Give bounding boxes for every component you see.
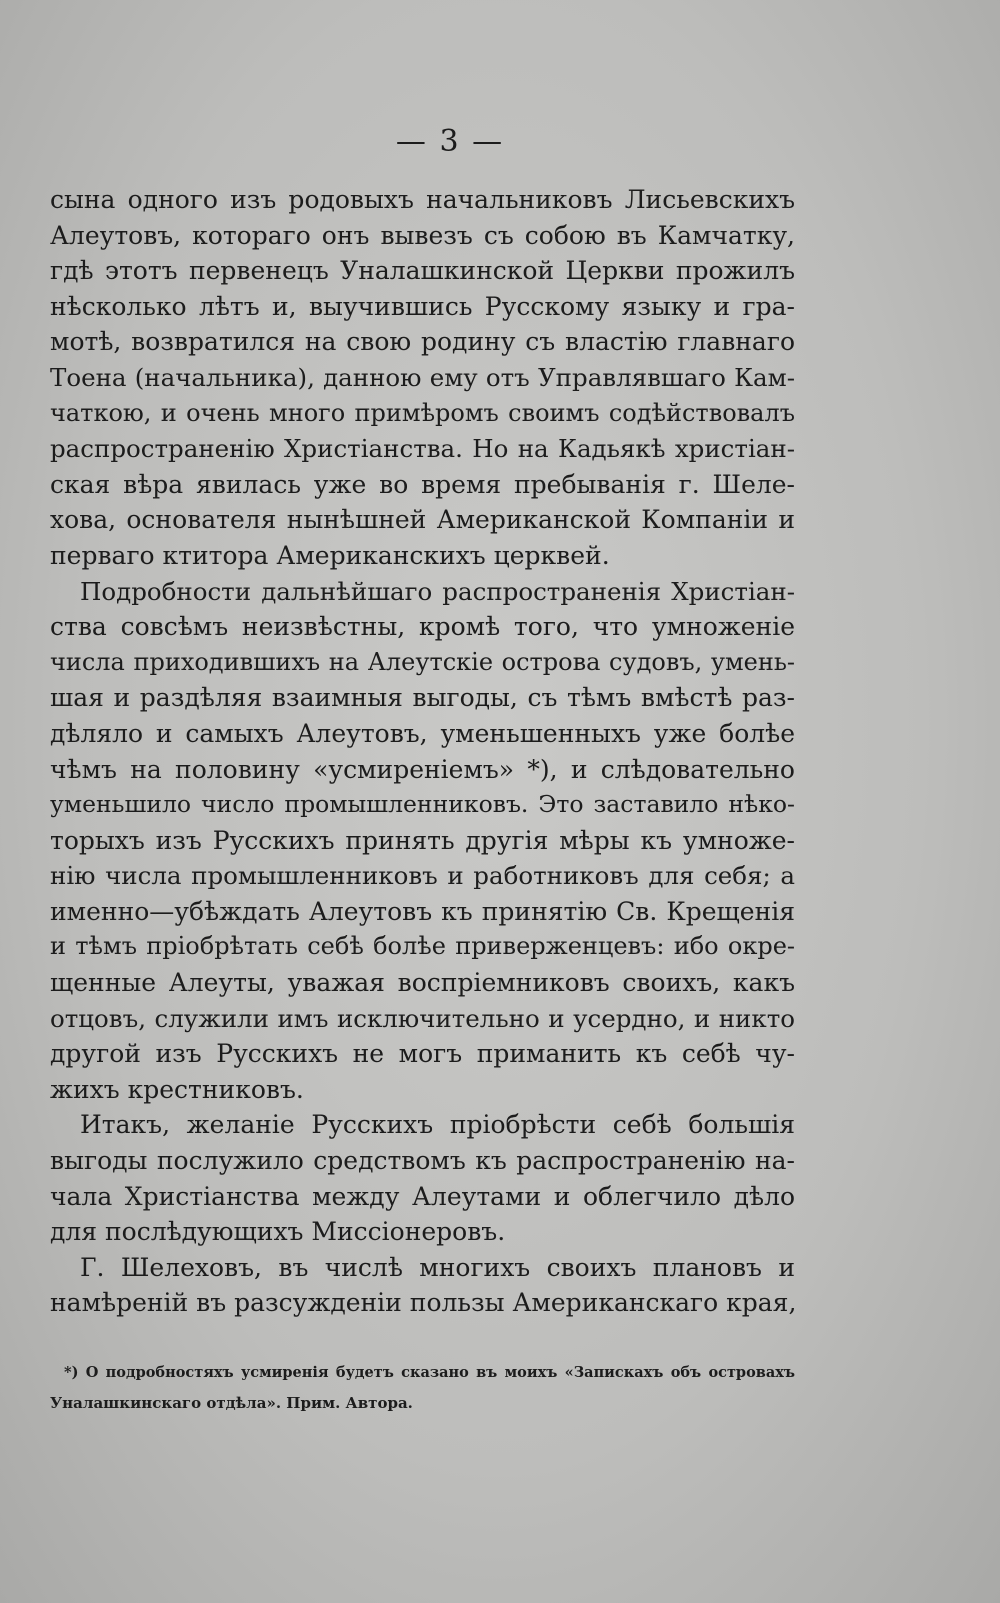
text-line: жихъ крестниковъ. [50, 1074, 304, 1104]
text-line: распространенію Христіанства. Но на Кадьякѣ христіан- [50, 434, 795, 464]
text-line: сына одного изъ родовыхъ начальниковъ Лисьевскихъ [50, 185, 795, 214]
text-line: Алеутовъ, котораго онъ вывезъ съ собою въ Камчатку, [50, 220, 795, 250]
text-line: ства совсѣмъ неизвѣстны, кромѣ того, что умноженіе [50, 612, 795, 642]
text-line: Тоена (начальника), данною ему отъ Управлявшаго Кам- [50, 362, 795, 392]
text-line: шая и раздѣляя взаимныя выгоды, съ тѣмъ вмѣстѣ раз- [50, 683, 795, 713]
text-line: Г. Шелеховъ, въ числѣ многихъ своихъ плановъ и [80, 1252, 795, 1282]
text-line: для послѣдующихъ Миссіонеровъ. [50, 1217, 506, 1247]
text-line: мотѣ, возвратился на свою родину съ властію главнаго [50, 327, 795, 357]
text-line: отцовъ, служили имъ исключительно и усердно, и никто [50, 1003, 795, 1033]
text-line: намѣреній въ разсужденіи пользы Американскаго края, [50, 1288, 797, 1318]
text-line: хова, основателя нынѣшней Американской Компаніи и [50, 505, 795, 535]
body-text [50, 182, 795, 1321]
text-line: щенные Алеуты, уважая воспріемниковъ своихъ, какъ [50, 968, 795, 998]
text-line: гдѣ этотъ первенецъ Уналашкинской Церкви прожилъ [50, 256, 795, 286]
text-line: именно—убѣждать Алеутовъ къ принятію Св. Крещенія [50, 896, 795, 926]
text-line: другой изъ Русскихъ не могъ приманить къ себѣ чу- [50, 1039, 795, 1069]
text-line: перваго ктитора Американскихъ церквей. [50, 540, 610, 570]
text-line: Итакъ, желаніе Русскихъ пріобрѣсти себѣ большія [80, 1110, 795, 1140]
text-line: выгоды послужило средствомъ къ распространенію на- [50, 1146, 795, 1176]
page-number: — 3 — [395, 124, 505, 159]
text-line: числа приходившихъ на Алеутскіе острова судовъ, умень- [50, 647, 795, 676]
text-line: дѣляло и самыхъ Алеутовъ, уменьшенныхъ уже болѣе [50, 718, 795, 748]
text-line: и тѣмъ пріобрѣтать себѣ болѣе приверженцевъ: ибо окре- [50, 932, 795, 961]
text-line: уменьшило число промышленниковъ. Это заставило нѣко- [50, 790, 795, 819]
text-line: ская вѣра явилась уже во время пребыванія г. Шеле- [50, 469, 795, 499]
text-line: нѣсколько лѣтъ и, выучившись Русскому языку и гра- [50, 291, 795, 321]
footnote-line: *) О подробностяхъ усмиренія будетъ сказано въ моихъ «Запискахъ объ островахъ [64, 1364, 795, 1381]
text-line: торыхъ изъ Русскихъ принять другія мѣры къ умноже- [50, 825, 795, 855]
footnote-line: Уналашкинскаго отдѣла». Прим. Автора. [50, 1394, 413, 1412]
text-line: чала Христіанства между Алеутами и облегчило дѣло [50, 1181, 795, 1211]
text-line: Подробности дальнѣйшаго распространенія Христіан- [80, 576, 795, 606]
text-line: чаткою, и очень много примѣромъ своимъ содѣйствовалъ [50, 398, 795, 427]
text-line: нію числа промышленниковъ и работниковъ для себя; а [50, 861, 795, 891]
text-line: чѣмъ на половину «усмиреніемъ» *), и слѣдовательно [50, 754, 795, 784]
footnote [50, 1358, 795, 1418]
